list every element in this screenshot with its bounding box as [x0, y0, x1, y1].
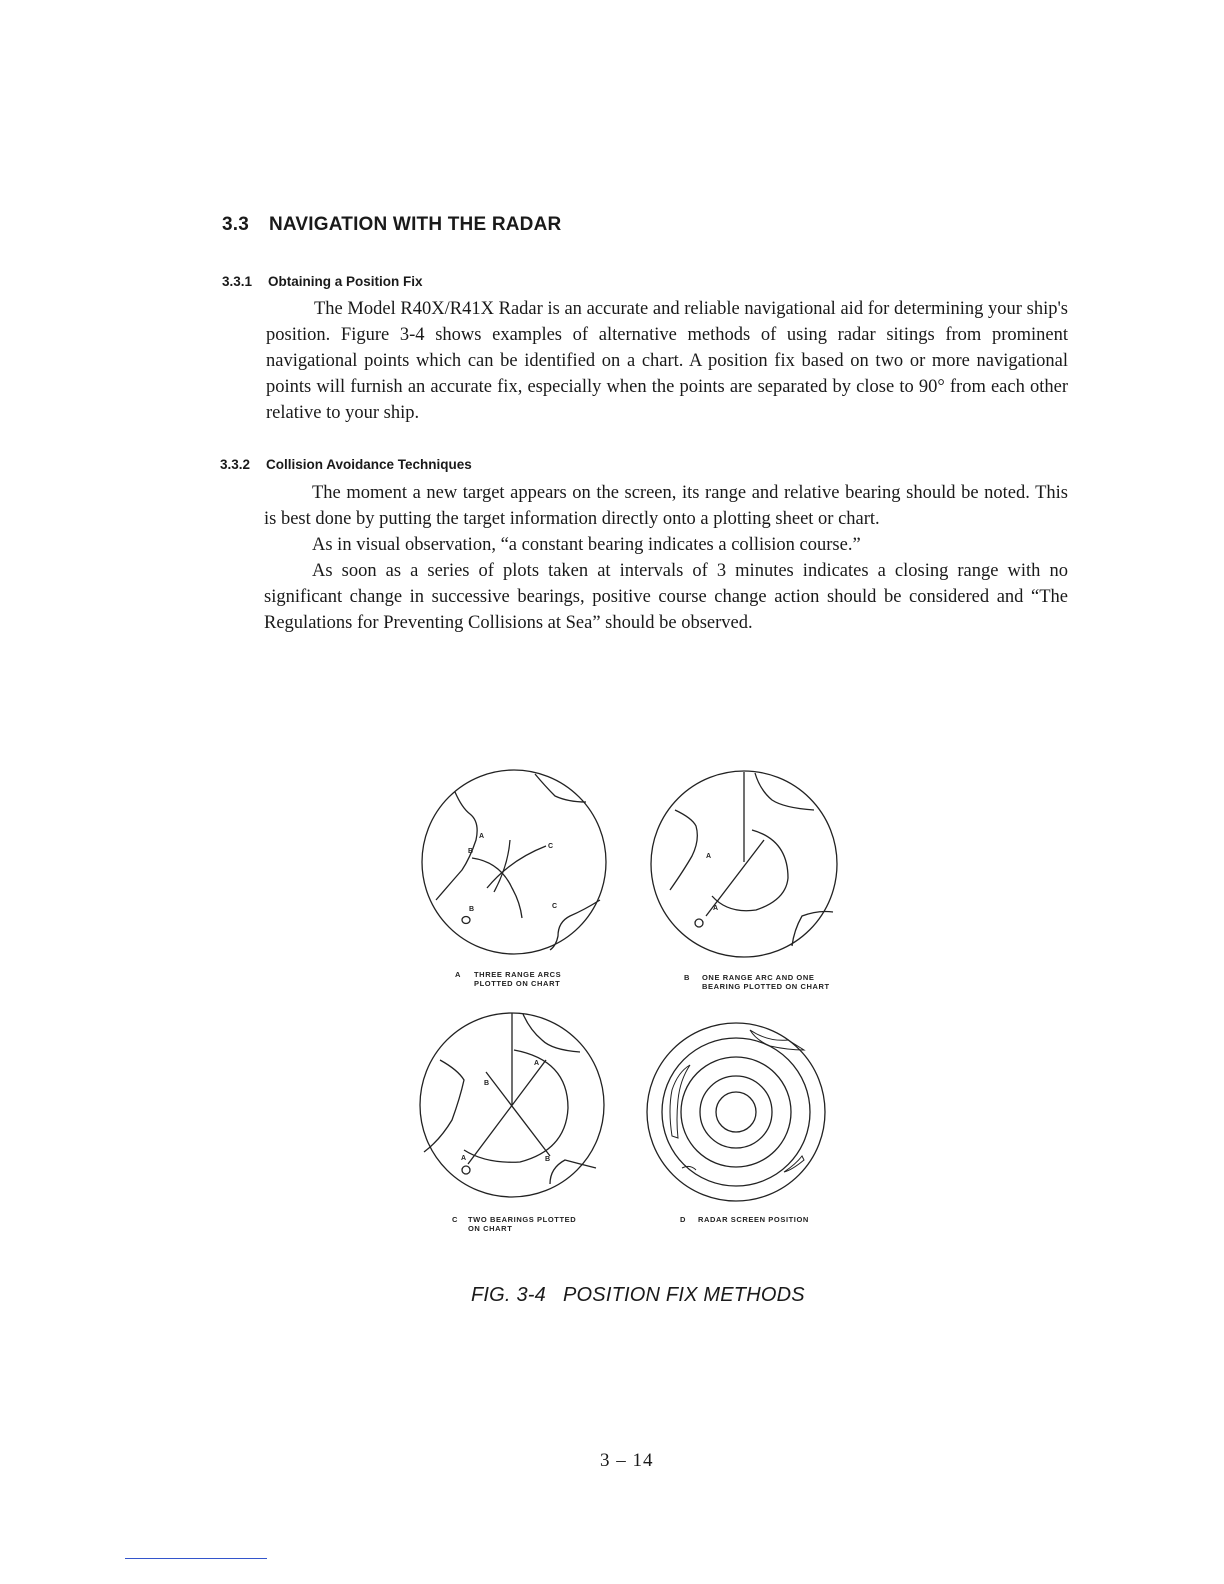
range-ring [681, 1057, 791, 1167]
panel-letter: A [455, 970, 462, 979]
panel-caption: THREE RANGE ARCS [474, 970, 562, 979]
bearing-line [468, 1060, 546, 1164]
label-b: B [469, 906, 475, 913]
range-ring [700, 1076, 772, 1148]
collision-avoidance-body [264, 480, 1068, 636]
panel-caption: TWO BEARINGS PLOTTED [468, 1215, 577, 1224]
label-b: B [484, 1080, 490, 1087]
figure-caption [471, 1284, 871, 1307]
label-c: C [552, 903, 558, 910]
label-a: A [706, 853, 712, 860]
radar-circle [422, 770, 606, 954]
echo-coast [670, 1065, 690, 1138]
subsection-number: 3.3.2 [220, 457, 251, 472]
panel-b-range-arc-and-bearing [651, 771, 837, 991]
range-arc [472, 858, 522, 918]
label-b: B [468, 848, 474, 855]
coastline [755, 773, 814, 810]
subsection-title: Collision Avoidance Techniques [266, 457, 472, 472]
figure-title: POSITION FIX METHODS [563, 1284, 805, 1306]
bearing-line [486, 1072, 550, 1156]
paragraph-collision-3: As soon as a series of plots taken at intervals of 3 minutes indicates a closing range with no significant change in successive bearings, positive course change action should be considered and “The Regulations for Preventing Collisions at Sea” should be observed. [264, 561, 1068, 633]
target-marker [462, 917, 470, 924]
panel-letter: D [680, 1215, 687, 1224]
label-a: A [479, 833, 485, 840]
subsection-heading-2 [220, 457, 472, 472]
label-a: A [534, 1060, 540, 1067]
section-title: NAVIGATION WITH THE RADAR [269, 214, 562, 235]
target-marker [695, 919, 703, 927]
paragraph-collision-1: The moment a new target appears on the screen, its range and relative bearing should be noted. This is best done by putting the target information directly onto a plotting sheet or chart. [264, 483, 1068, 529]
paragraph-collision-2: As in visual observation, “a constant bearing indicates a collision course.” [312, 535, 861, 555]
panel-c-two-bearings [420, 1013, 604, 1233]
panel-caption: BEARING PLOTTED ON CHART [702, 982, 830, 991]
panel-caption: ON CHART [468, 1224, 513, 1233]
coastline [436, 792, 477, 900]
panel-letter: B [684, 973, 691, 982]
coastline [792, 912, 833, 947]
coastline [424, 1060, 464, 1152]
label-a: A [713, 905, 719, 912]
section-heading [222, 214, 561, 236]
target-marker [462, 1166, 470, 1174]
panel-caption: ONE RANGE ARC AND ONE [702, 973, 815, 982]
section-number: 3.3 [222, 214, 250, 235]
paragraph-position-fix: The Model R40X/R41X Radar is an accurate and reliable navigational aid for determining your ship's position. Figure 3-4 shows examples of alternative methods of using radar sitings from prominent navigational points which can be identified on a chart. A position fix based on two or more navigational points will furnish an accurate fix, especially when the points are separated by close to 90° from each other relative to your ship. [266, 299, 1068, 423]
position-fix-figure [400, 760, 850, 1250]
label-c: C [548, 843, 554, 850]
range-arc [494, 840, 510, 892]
range-arc [712, 830, 788, 911]
range-arc [464, 1050, 568, 1162]
coastline [535, 774, 586, 802]
label-b: B [545, 1156, 551, 1163]
label-a: A [461, 1155, 467, 1162]
coastline [523, 1014, 580, 1052]
figure-number: FIG. 3-4 [471, 1284, 546, 1306]
coastline [670, 810, 697, 890]
subsection-title: Obtaining a Position Fix [268, 274, 423, 289]
range-ring [662, 1038, 810, 1186]
panel-d-radar-screen [647, 1023, 825, 1224]
panel-a-three-range-arcs [422, 770, 606, 988]
range-ring [716, 1092, 756, 1132]
panel-caption: RADAR SCREEN POSITION [698, 1215, 809, 1224]
coastline [550, 1160, 596, 1184]
panel-letter: C [452, 1215, 459, 1224]
subsection-heading-1 [222, 274, 423, 289]
subsection-number: 3.3.1 [222, 274, 253, 289]
panel-caption: PLOTTED ON CHART [474, 979, 561, 988]
page-number: 3 – 14 [600, 1450, 654, 1471]
footnote-rule [125, 1558, 267, 1559]
